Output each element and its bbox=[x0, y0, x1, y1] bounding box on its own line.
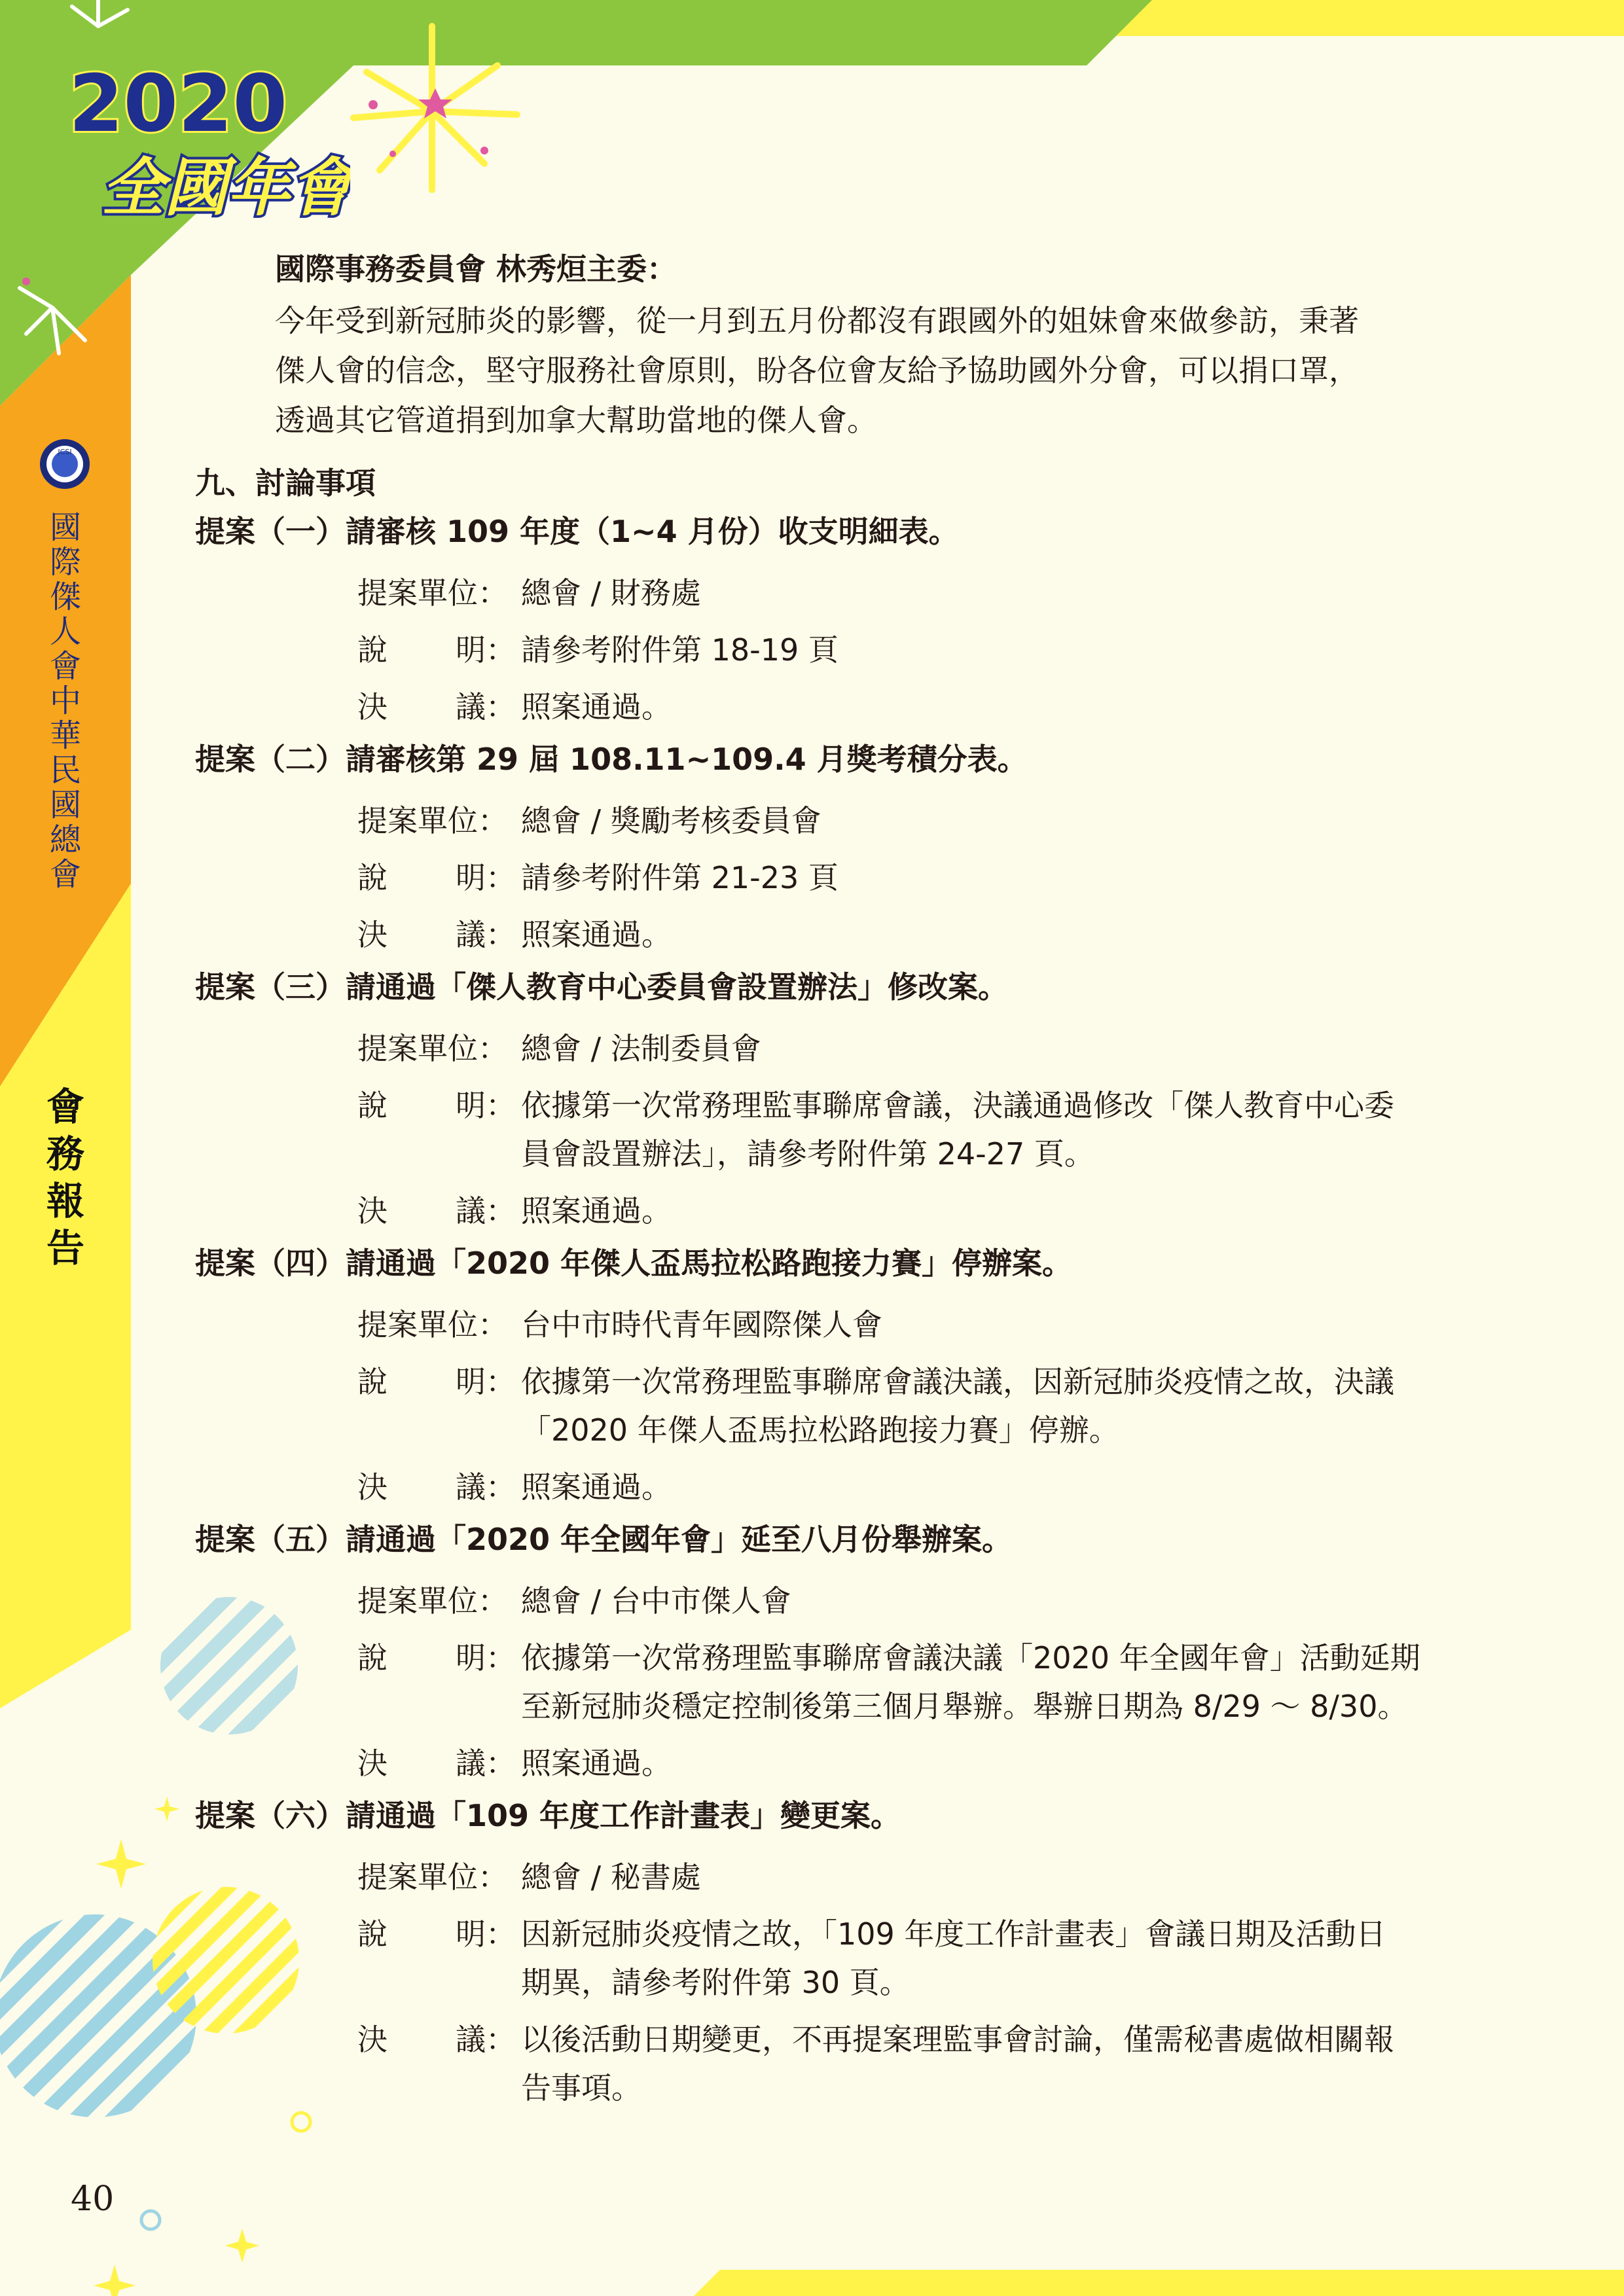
motion-title: 提案（六）請通過「109 年度工作計畫表」變更案。 bbox=[195, 1798, 901, 1833]
annual-meeting-logo bbox=[62, 46, 350, 232]
motion-description-label bbox=[357, 1910, 521, 2015]
motion-resolution-label bbox=[357, 910, 521, 967]
label-part: 明： bbox=[456, 1640, 516, 1676]
label-part: 明： bbox=[456, 860, 516, 895]
motion-unit-value bbox=[521, 569, 1478, 626]
motions-list bbox=[195, 512, 1478, 2121]
motion-resolution-line: 照案通過。 bbox=[521, 1746, 672, 1781]
committee-report-line: 透過其它管道捐到加拿大幫助當地的傑人會。 bbox=[275, 403, 877, 438]
section-name-vertical: 會務報告 bbox=[46, 1085, 84, 1270]
badge-text: JCSI bbox=[58, 448, 72, 456]
label-part: 決 bbox=[357, 689, 388, 725]
motion-resolution-value bbox=[521, 2015, 1478, 2121]
motion-unit-label: 提案單位： bbox=[357, 1583, 508, 1619]
motion-description-line: 期異，請參考附件第 30 頁。 bbox=[521, 1965, 910, 2000]
motion-description-line: 依據第一次常務理監事聯席會議決議，因新冠肺炎疫情之故，決議 bbox=[521, 1364, 1394, 1399]
motion-resolution-row bbox=[357, 1739, 1478, 1796]
motion-resolution-line: 告事項。 bbox=[521, 2070, 641, 2106]
motion-description-row bbox=[357, 1910, 1478, 2015]
motion-resolution-row bbox=[357, 1187, 1478, 1244]
label-part: 議： bbox=[456, 1746, 516, 1781]
label-part: 決 bbox=[357, 917, 388, 952]
logo-title: 全國年會 bbox=[101, 151, 350, 224]
motion-resolution-value bbox=[521, 910, 1478, 967]
committee-report-line: 傑人會的信念，堅守服務社會原則，盼各位會友給予協助國外分會，可以捐口罩， bbox=[275, 353, 1359, 388]
motion-item bbox=[195, 740, 1478, 967]
motion-resolution-label bbox=[357, 683, 521, 740]
motion-unit-line: 台中市時代青年國際傑人會 bbox=[521, 1307, 882, 1342]
label-part: 說 bbox=[357, 860, 388, 895]
motion-description-row bbox=[357, 853, 1478, 910]
motion-description-line: 員會設置辦法」，請參考附件第 24-27 頁。 bbox=[521, 1136, 1094, 1172]
motion-title: 提案（四）請通過「2020 年傑人盃馬拉松路跑接力賽」停辦案。 bbox=[195, 1246, 1073, 1281]
label-part: 決 bbox=[357, 1193, 388, 1229]
label-part: 明： bbox=[456, 1916, 516, 1952]
motion-resolution-line: 照案通過。 bbox=[521, 917, 672, 952]
page-number: 40 bbox=[71, 2179, 115, 2219]
motion-description-row bbox=[357, 1634, 1478, 1739]
motion-resolution-label bbox=[357, 1739, 521, 1796]
motion-description-line: 請參考附件第 21-23 頁 bbox=[521, 860, 839, 895]
motion-unit-row bbox=[357, 1577, 1478, 1634]
motion-unit-row bbox=[357, 1300, 1478, 1357]
motion-unit-value bbox=[521, 1577, 1478, 1634]
motion-description-value bbox=[521, 853, 1478, 910]
motion-resolution-value bbox=[521, 683, 1478, 740]
motion-description-line: 依據第一次常務理監事聯席會議決議「2020 年全國年會」活動延期 bbox=[521, 1640, 1420, 1676]
committee-report-body bbox=[275, 296, 1479, 445]
motion-unit-label: 提案單位： bbox=[357, 575, 508, 611]
motion-resolution-line: 以後活動日期變更，不再提案理監事會討論，僅需秘書處做相關報 bbox=[521, 2022, 1394, 2057]
motion-title: 提案（二）請審核第 29 屆 108.11~109.4 月獎考積分表。 bbox=[195, 742, 1028, 777]
motion-resolution-label bbox=[357, 1463, 521, 1520]
motion-unit-value bbox=[521, 797, 1478, 853]
label-part: 說 bbox=[357, 1364, 388, 1399]
motion-description-value bbox=[521, 626, 1478, 683]
motion-item bbox=[195, 1244, 1478, 1520]
motion-description-label bbox=[357, 626, 521, 683]
motion-description-value bbox=[521, 1634, 1478, 1739]
label-part: 議： bbox=[456, 1193, 516, 1229]
motion-unit-label: 提案單位： bbox=[357, 1859, 508, 1895]
motion-unit-value bbox=[521, 1853, 1478, 1910]
motion-unit-line: 總會 / 台中市傑人會 bbox=[521, 1583, 791, 1619]
motion-item bbox=[195, 1520, 1478, 1796]
motion-description-row bbox=[357, 1357, 1478, 1463]
ring-cyan bbox=[141, 2211, 160, 2229]
motion-description-line: 因新冠肺炎疫情之故，「109 年度工作計畫表」會議日期及活動日 bbox=[521, 1916, 1386, 1952]
motion-resolution-row bbox=[357, 2015, 1478, 2121]
motion-title: 提案（三）請通過「傑人教育中心委員會設置辦法」修改案。 bbox=[195, 969, 1008, 1005]
motion-description-line: 「2020 年傑人盃馬拉松路跑接力賽」停辦。 bbox=[521, 1412, 1119, 1448]
motion-description-line: 依據第一次常務理監事聯席會議，決議通過修改「傑人教育中心委 bbox=[521, 1088, 1394, 1123]
motion-unit-row bbox=[357, 1853, 1478, 1910]
motion-resolution-value bbox=[521, 1739, 1478, 1796]
motion-unit-line: 總會 / 秘書處 bbox=[521, 1859, 701, 1895]
label-part: 決 bbox=[357, 1746, 388, 1781]
motion-description-value bbox=[521, 1357, 1478, 1463]
discussion-items-heading: 九、討論事項 bbox=[195, 465, 376, 501]
label-part: 明： bbox=[456, 1364, 516, 1399]
committee-report-line: 今年受到新冠肺炎的影響，從一月到五月份都沒有跟國外的姐妹會來做參訪，秉著 bbox=[275, 303, 1359, 338]
motion-unit-line: 總會 / 財務處 bbox=[521, 575, 701, 611]
motion-resolution-line: 照案通過。 bbox=[521, 1193, 672, 1229]
committee-report-title: 國際事務委員會 林秀烜主委： bbox=[275, 251, 677, 287]
motion-unit-value bbox=[521, 1024, 1478, 1081]
motion-item bbox=[195, 1796, 1478, 2121]
motion-unit-label: 提案單位： bbox=[357, 1031, 508, 1066]
motion-description-line: 至新冠肺炎穩定控制後第三個月舉辦。舉辦日期為 8/29 ～ 8/30。 bbox=[521, 1689, 1408, 1724]
motion-item bbox=[195, 512, 1478, 740]
motion-description-label bbox=[357, 1357, 521, 1463]
motion-resolution-value bbox=[521, 1187, 1478, 1244]
motion-description-label bbox=[357, 853, 521, 910]
motion-title: 提案（一）請審核 109 年度（1~4 月份）收支明細表。 bbox=[195, 514, 959, 549]
motion-resolution-value bbox=[521, 1463, 1478, 1520]
motion-description-row bbox=[357, 1081, 1478, 1187]
motion-description-value bbox=[521, 1910, 1478, 2015]
bottom-yellow-band bbox=[694, 2270, 1624, 2296]
motion-unit-label: 提案單位： bbox=[357, 1307, 508, 1342]
motion-description-row bbox=[357, 626, 1478, 683]
label-part: 說 bbox=[357, 1916, 388, 1952]
motion-unit-row bbox=[357, 1024, 1478, 1081]
motion-unit-line: 總會 / 法制委員會 bbox=[521, 1031, 761, 1066]
motion-resolution-label bbox=[357, 1187, 521, 1244]
motion-unit-line: 總會 / 獎勵考核委員會 bbox=[521, 803, 821, 838]
motion-title: 提案（五）請通過「2020 年全國年會」延至八月份舉辦案。 bbox=[195, 1522, 1013, 1557]
motion-unit-row bbox=[357, 797, 1478, 853]
logo-year: 2020 bbox=[69, 59, 287, 150]
label-part: 決 bbox=[357, 2022, 388, 2057]
motion-unit-label: 提案單位： bbox=[357, 803, 508, 838]
motion-resolution-line: 照案通過。 bbox=[521, 689, 672, 725]
organization-badge-icon bbox=[38, 437, 92, 491]
label-part: 議： bbox=[456, 917, 516, 952]
motion-unit-row bbox=[357, 569, 1478, 626]
label-part: 明： bbox=[456, 632, 516, 668]
motion-unit-value bbox=[521, 1300, 1478, 1357]
motion-resolution-label bbox=[357, 2015, 521, 2121]
motion-description-label bbox=[357, 1634, 521, 1739]
motion-item bbox=[195, 967, 1478, 1244]
label-part: 說 bbox=[357, 632, 388, 668]
label-part: 議： bbox=[456, 1469, 516, 1505]
motion-resolution-row bbox=[357, 1463, 1478, 1520]
label-part: 說 bbox=[357, 1088, 388, 1123]
label-part: 議： bbox=[456, 689, 516, 725]
top-yellow-band bbox=[1113, 0, 1624, 36]
motion-resolution-line: 照案通過。 bbox=[521, 1469, 672, 1505]
motion-description-line: 請參考附件第 18-19 頁 bbox=[521, 632, 839, 668]
organization-name-vertical: 國際傑人會中華民國總會 bbox=[49, 509, 81, 893]
motion-description-value bbox=[521, 1081, 1478, 1187]
label-part: 決 bbox=[357, 1469, 388, 1505]
motion-resolution-row bbox=[357, 910, 1478, 967]
label-part: 說 bbox=[357, 1640, 388, 1676]
label-part: 明： bbox=[456, 1088, 516, 1123]
motion-resolution-row bbox=[357, 683, 1478, 740]
label-part: 議： bbox=[456, 2022, 516, 2057]
motion-description-label bbox=[357, 1081, 521, 1187]
